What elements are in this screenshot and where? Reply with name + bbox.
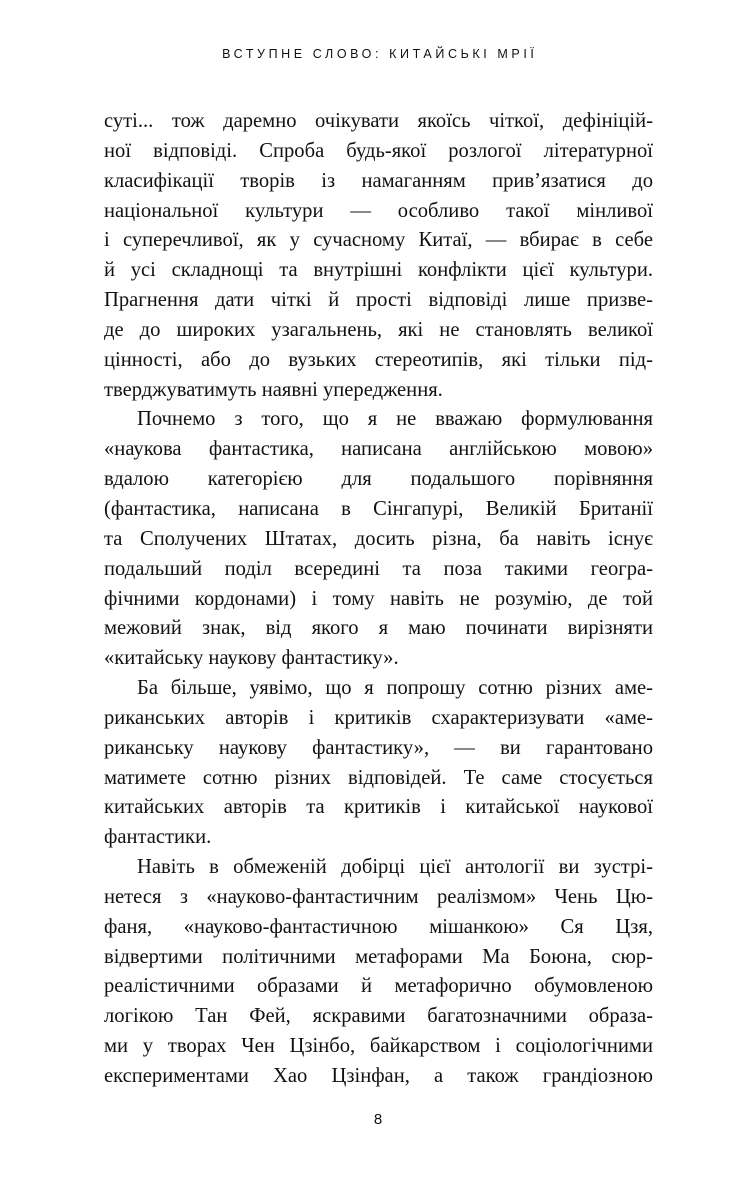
text-line: де до широких узагальнень, які не становлять великої bbox=[104, 318, 653, 341]
text-line: класифікації творів із намаганням прив’язатися до bbox=[104, 169, 653, 192]
text-line: вдалою категорією для подальшого порівняння bbox=[104, 468, 653, 491]
text-line: матимете сотню різних відповідей. Те саме стосується bbox=[104, 766, 653, 789]
text-line: тверджуватимуть наявні упередження. bbox=[104, 378, 443, 401]
text-line: та Сполучених Штатах, досить різна, ба навіть існує bbox=[104, 527, 653, 550]
text-line: фічними кордонами) і тому навіть не розумію, де той bbox=[104, 587, 653, 610]
text-line: Почнемо з того, що я не вважаю формулювання bbox=[137, 408, 653, 431]
body-text-block bbox=[104, 107, 653, 1092]
text-line: логікою Тан Фей, яскравими багатозначними образа- bbox=[104, 1005, 653, 1028]
running-head: ВСТУПНЕ СЛОВО: КИТАЙСЬКІ МРІЇ bbox=[222, 47, 538, 61]
page-number: 8 bbox=[373, 1111, 383, 1128]
text-line: Прагнення дати чіткі й прості відповіді лише призве- bbox=[104, 289, 653, 312]
text-line: цінності, або до вузьких стереотипів, які тільки під- bbox=[104, 348, 653, 371]
text-line: фантастики. bbox=[104, 826, 212, 849]
text-line: Навіть в обмеженій добірці цієї антології ви зустрі- bbox=[137, 856, 653, 879]
paragraph bbox=[104, 674, 653, 853]
text-line: межовий знак, від якого я маю починати вирізняти bbox=[104, 617, 653, 640]
text-line: й усі складнощі та внутрішні конфлікти цієї культури. bbox=[104, 259, 653, 282]
text-line: (фантастика, написана в Сінгапурі, Великій Британії bbox=[104, 497, 653, 520]
text-line: «китайську наукову фантастику». bbox=[104, 647, 399, 670]
text-line: «наукова фантастика, написана англійською мовою» bbox=[104, 438, 653, 461]
text-line: риканську наукову фантастику», — ви гарантовано bbox=[104, 736, 653, 759]
text-line: нетеся з «науково-фантастичним реалізмом» Чень Цю- bbox=[104, 885, 653, 908]
text-line: Ба більше, уявімо, що я попрошу сотню різних аме- bbox=[137, 677, 653, 700]
text-line: і суперечливої, як у сучасному Китаї, — вбирає в себе bbox=[104, 229, 653, 252]
text-line: ної відповіді. Спроба будь-якої розлогої літературної bbox=[104, 139, 653, 162]
text-line: відвертими політичними метафорами Ма Боюна, сюр- bbox=[104, 945, 653, 968]
text-line: суті... тож даремно очікувати якоїсь чіткої, дефініцій- bbox=[104, 110, 653, 132]
text-line: китайських авторів та критиків і китайської наукової bbox=[104, 796, 653, 819]
paragraph bbox=[104, 853, 653, 1092]
paragraph bbox=[104, 405, 653, 674]
text-line: національної культури — особливо такої мінливої bbox=[104, 199, 653, 222]
text-line: ми у творах Чен Цзінбо, байкарством і соціологічними bbox=[104, 1035, 653, 1058]
text-line: фаня, «науково-фантастичною мішанкою» Ся Цзя, bbox=[104, 915, 653, 938]
text-line: подальший поділ всередині та поза такими геогра- bbox=[104, 557, 653, 580]
text-line: риканських авторів і критиків схарактеризувати «аме- bbox=[104, 706, 653, 729]
text-line: експериментами Хао Цзінфан, а також грандіозною bbox=[104, 1065, 653, 1087]
paragraph bbox=[104, 107, 653, 405]
text-line: реалістичними образами й метафорично обумовленою bbox=[104, 975, 653, 998]
